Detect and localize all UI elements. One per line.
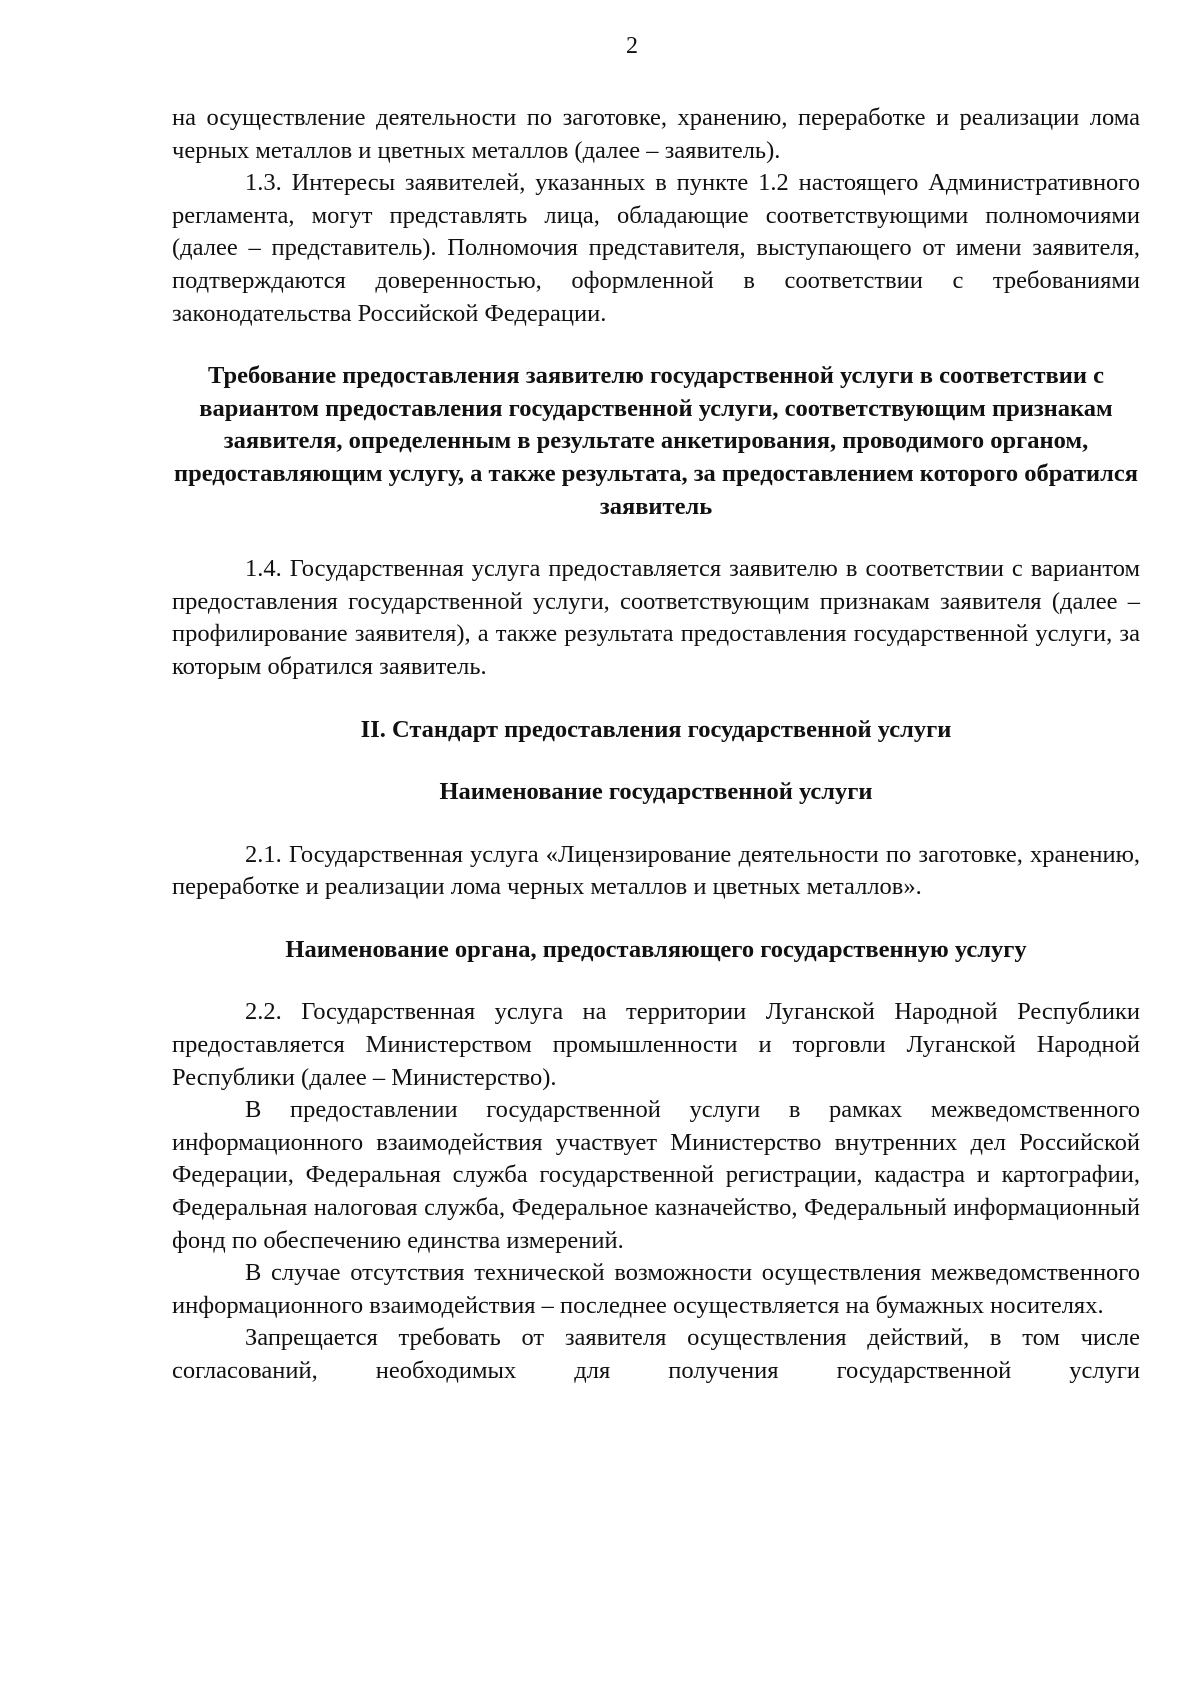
section-heading-requirement: Требование предоставления заявителю государственной услуги в соответствии с вариантом предоставления государственной услуги, соответствующим признакам заявителя, определенным в результате анкетирования, проводимого органом, предоставляющим услугу, а также результата, за предоставлением которого обратился заявитель bbox=[174, 362, 1138, 520]
paragraph-continuation: на осуществление деятельности по заготовке, хранению, переработке и реализации лома черных металлов и цветных металлов (далее – заявитель). bbox=[172, 104, 1140, 164]
paragraph-interagency: В предоставлении государственной услуги в рамках межведомственного информационного взаимодействия участвует Министерство внутренних дел Российской Федерации, Федеральная служба государственной регистрации, кадастра и картографии, Федеральная налоговая служба, Федеральное казначейство, Федеральный информационный фонд по обеспечению единства измерений. bbox=[172, 1096, 1140, 1254]
paragraph-1-3: 1.3. Интересы заявителей, указанных в пункте 1.2 настоящего Административного регламента, могут представлять лица, обладающие соответствующими полномочиями (далее – представитель). Полномочия представителя, выступающего от имени заявителя, подтверждаются доверенностью, оформленной в соответствии с требованиями законодательства Российской Федерации. bbox=[172, 169, 1140, 327]
paragraph-paper-carriers: В случае отсутствия технической возможности осуществления межведомственного информационного взаимодействия – последнее осуществляется на бумажных носителях. bbox=[172, 1259, 1140, 1319]
chapter-heading-standard: II. Стандарт предоставления государственной услуги bbox=[360, 715, 952, 743]
section-heading-service-name: Наименование государственной услуги bbox=[439, 778, 873, 806]
paragraph-1-4: 1.4. Государственная услуга предоставляется заявителю в соответствии с вариантом предоставления государственной услуги, соответствующим признакам заявителя (далее – профилирование заявителя), а также результата предоставления государственной услуги, за которым обратился заявитель. bbox=[172, 555, 1140, 680]
document-body bbox=[172, 102, 1140, 1388]
paragraph-2-1: 2.1. Государственная услуга «Лицензирование деятельности по заготовке, хранению, переработке и реализации лома черных металлов и цветных металлов». bbox=[172, 840, 1140, 901]
paragraph-2-2: 2.2. Государственная услуга на территории Луганской Народной Республики предоставляется Министерством промышленности и торговли Луганской Народной Республики (далее – Министерство). bbox=[172, 998, 1140, 1091]
section-heading-authority-name: Наименование органа, предоставляющего государственную услугу bbox=[285, 935, 1027, 963]
paragraph-prohibition: Запрещается требовать от заявителя осуществления действий, в том числе согласований, необходимых для получения государственной услуги bbox=[172, 1324, 1140, 1384]
page-number: 2 bbox=[626, 33, 638, 59]
